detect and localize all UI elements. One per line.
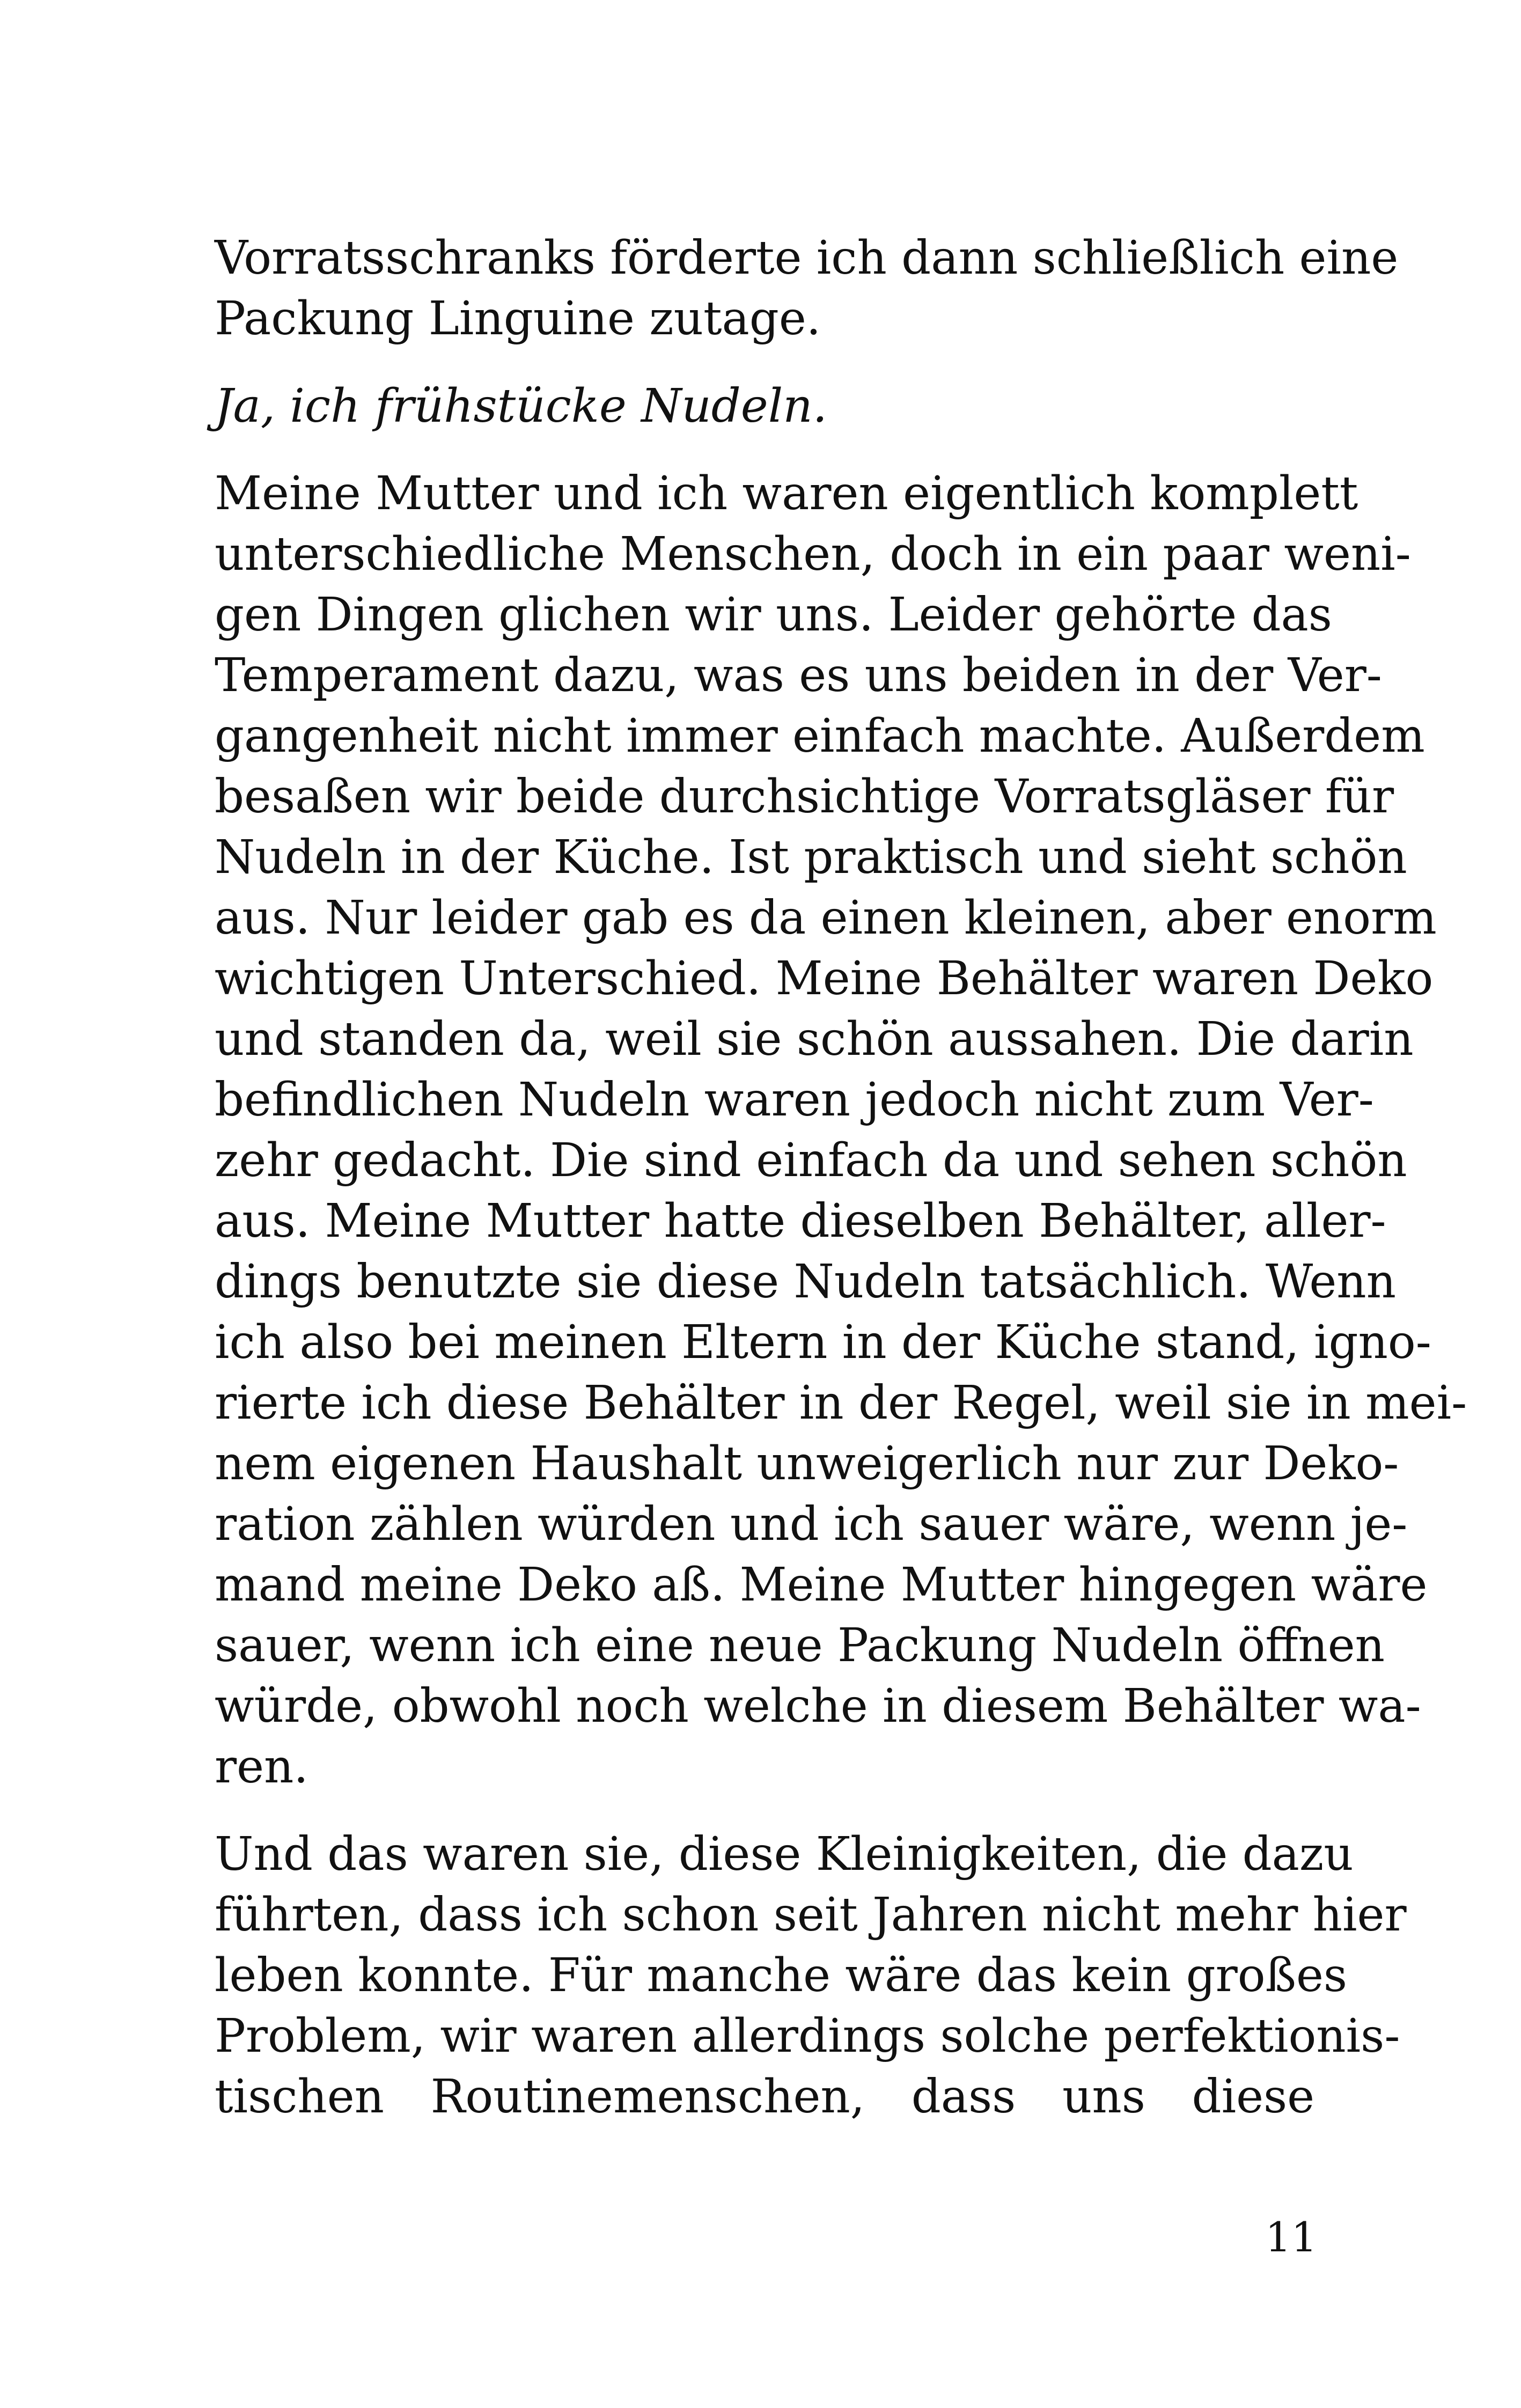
text-line: tischen Routinemenschen, dass uns diese	[215, 2070, 1314, 2124]
text-line: gangenheit nicht immer einfach machte. Außerdem	[215, 709, 1425, 763]
text-line: Problem, wir waren allerdings solche perfektionis-	[215, 2009, 1400, 2063]
text-line: sauer, wenn ich eine neue Packung Nudeln öffnen	[215, 1619, 1385, 1672]
text-line: ich also bei meinen Eltern in der Küche stand, igno-	[215, 1316, 1431, 1369]
text-line: leben konnte. Für manche wäre das kein großes	[215, 1949, 1348, 2002]
text-line: unterschiedliche Menschen, doch in ein paar weni-	[215, 527, 1411, 581]
text-line: mand meine Deko aß. Meine Mutter hingegen wäre	[215, 1558, 1428, 1612]
text-line: Vorratsschranks förderte ich dann schließlich eine	[215, 231, 1399, 285]
text-line: ren.	[215, 1740, 308, 1794]
text-line: Und das waren sie, diese Kleinigkeiten, die dazu	[215, 1827, 1354, 1881]
text-line: ration zählen würden und ich sauer wäre, wenn je-	[215, 1497, 1408, 1551]
text-line: dings benutzte sie diese Nudeln tatsächlich. Wenn	[215, 1255, 1396, 1309]
text-line: aus. Meine Mutter hatte dieselben Behälter, aller-	[215, 1194, 1386, 1248]
body-text	[215, 228, 1467, 2127]
text-line: Meine Mutter und ich waren eigentlich komplett	[215, 467, 1358, 520]
text-line: gen Dingen glichen wir uns. Leider gehörte das	[215, 588, 1332, 642]
text-line: zehr gedacht. Die sind einfach da und sehen schön	[215, 1134, 1407, 1187]
text-line: Temperament dazu, was es uns beiden in der Ver-	[215, 649, 1382, 702]
text-line: Packung Linguine zutage.	[215, 292, 821, 346]
text-line: Nudeln in der Küche. Ist praktisch und sieht schön	[215, 831, 1407, 884]
text-line: und standen da, weil sie schön aussahen. Die darin	[215, 1012, 1414, 1066]
text-line: befindlichen Nudeln waren jedoch nicht zum Ver-	[215, 1073, 1374, 1127]
text-line: besaßen wir beide durchsichtige Vorratsgläser für	[215, 770, 1394, 824]
text-line: führten, dass ich schon seit Jahren nicht mehr hier	[215, 1888, 1407, 1942]
page-number: 11	[1265, 2213, 1317, 2261]
text-line: wichtigen Unterschied. Meine Behälter waren Deko	[215, 952, 1434, 1005]
text-line: nem eigenen Haushalt unweigerlich nur zur Deko-	[215, 1437, 1399, 1491]
italic-text-line: Ja, ich frühstücke Nudeln.	[215, 379, 827, 433]
text-line: rierte ich diese Behälter in der Regel, weil sie in mei-	[215, 1376, 1467, 1430]
text-line: aus. Nur leider gab es da einen kleinen, aber enorm	[215, 891, 1437, 945]
text-line: würde, obwohl noch welche in diesem Behälter wa-	[215, 1679, 1421, 1733]
